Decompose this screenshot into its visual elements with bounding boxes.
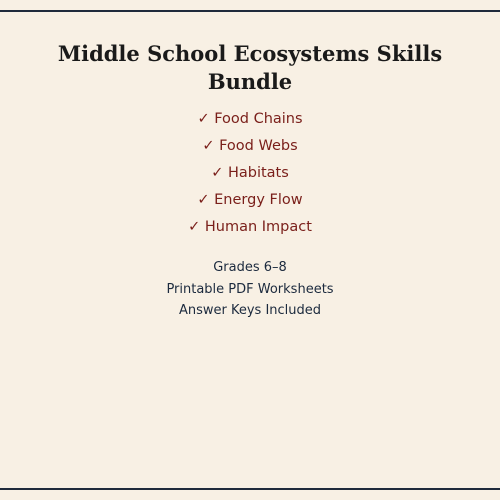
format-text: Printable PDF Worksheets [166, 281, 334, 297]
checklist-item-human-impact: ✓ Human Impact [188, 219, 312, 235]
checklist-item-food-webs: ✓ Food Webs [202, 138, 298, 154]
checklist-item-habitats: ✓ Habitats [211, 165, 289, 181]
answer-keys-text: Answer Keys Included [178, 303, 322, 318]
product-details [0, 257, 500, 322]
checklist-item-energy-flow: ✓ Energy Flow [197, 192, 303, 208]
grade-level-text: Grades 6–8 [213, 260, 287, 275]
page-title: Middle School Ecosystems Skills Bundle [57, 41, 443, 94]
topic-checklist [0, 106, 500, 241]
checklist-item-food-chains: ✓ Food Chains [197, 111, 303, 127]
product-card [0, 40, 500, 322]
